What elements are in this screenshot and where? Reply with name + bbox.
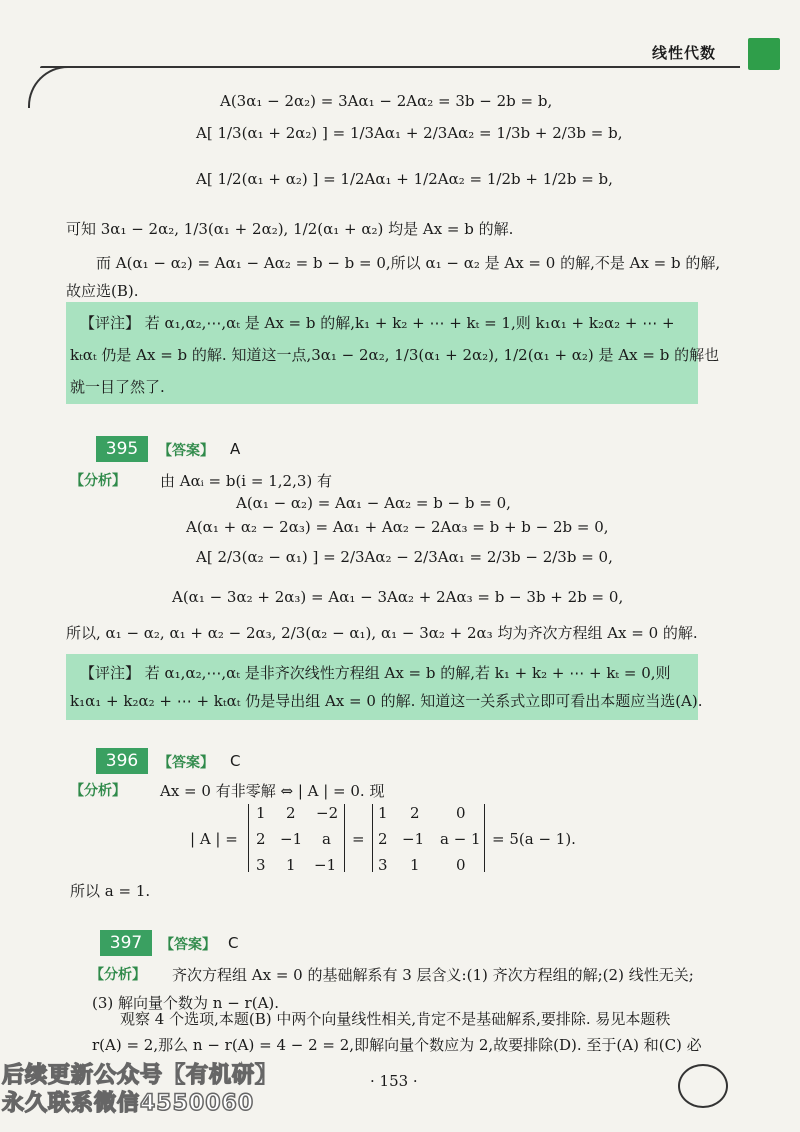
equation: A[ 2/3(α₂ − α₁) ] = 2/3Aα₂ − 2/3Aα₁ = 2/3b − 2/3b = 0,	[196, 548, 613, 566]
paragraph-line: 齐次方程组 Ax = 0 的基础解系有 3 层含义:(1) 齐次方程组的解;(2) 线性无关;	[172, 966, 694, 984]
paragraph-line: 由 Aαᵢ = b(i = 1,2,3) 有	[160, 472, 332, 490]
header-rule-curve	[28, 66, 70, 108]
commentary-box	[66, 654, 703, 720]
commentary-line: kₜαₜ 仍是 Ax = b 的解. 知道这一点,3α₁ − 2α₂, 1/3(α₁ + 2α₂), 1/2(α₁ + α₂) 是 Ax = b 的解也	[70, 346, 720, 364]
commentary-line: k₁α₁ + k₂α₂ + ⋯ + kₜαₜ 仍是导出组 Ax = 0 的解. 知道这一关系式立即可看出本题应当选(A).	[70, 692, 703, 710]
analysis-label: 【分析】	[70, 473, 126, 489]
matrix-cell: 3	[256, 856, 266, 874]
chapter-tab	[748, 38, 780, 70]
matrix-cell: 2	[378, 830, 388, 848]
paragraph-line: 故应选(B).	[66, 282, 139, 300]
equals-sign: =	[352, 830, 365, 848]
header-rule	[40, 66, 740, 68]
answer-label: 【答案】	[160, 937, 216, 953]
determinant-bar	[484, 804, 485, 872]
problem-number: 395	[96, 436, 148, 462]
watermark-line: 永久联系微信4550060	[2, 1091, 255, 1116]
determinant-bar	[372, 804, 373, 872]
matrix-cell: 1	[410, 856, 420, 874]
answer-label: 【答案】	[158, 755, 214, 771]
paragraph-line: 可知 3α₁ − 2α₂, 1/3(α₁ + 2α₂), 1/2(α₁ + α₂) 均是 Ax = b 的解.	[66, 220, 514, 238]
mascot-doodle-icon	[678, 1064, 728, 1108]
commentary-box	[66, 302, 720, 404]
matrix-cell: a	[322, 830, 331, 848]
matrix-cell: −1	[314, 856, 337, 874]
answer-value: C	[228, 934, 239, 952]
equation: A[ 1/2(α₁ + α₂) ] = 1/2Aα₁ + 1/2Aα₂ = 1/2b + 1/2b = b,	[196, 170, 613, 188]
equation: A(α₁ + α₂ − 2α₃) = Aα₁ + Aα₂ − 2Aα₃ = b + b − 2b = 0,	[186, 518, 609, 536]
matrix-cell: 0	[456, 856, 466, 874]
matrix-cell: −2	[316, 804, 339, 822]
analysis-label: 【分析】	[90, 967, 146, 983]
header-title: 线性代数	[652, 44, 717, 62]
determinant-result: = 5(a − 1).	[492, 830, 576, 848]
problem-number: 396	[96, 748, 148, 774]
matrix-cell: −1	[280, 830, 303, 848]
paragraph-line: 所以 a = 1.	[70, 882, 151, 900]
determinant-bar	[248, 804, 249, 872]
paragraph-line: r(A) = 2,那么 n − r(A) = 4 − 2 = 2,即解向量个数应为 2,故要排除(D). 至于(A) 和(C) 必	[92, 1036, 702, 1054]
page-number: · 153 ·	[370, 1072, 418, 1090]
analysis-label: 【分析】	[70, 783, 126, 799]
determinant-bar	[344, 804, 345, 872]
watermark-line: 后续更新公众号【有机研】	[2, 1063, 279, 1088]
paragraph-line: 所以, α₁ − α₂, α₁ + α₂ − 2α₃, 2/3(α₂ − α₁), α₁ − 3α₂ + 2α₃ 均为齐次方程组 Ax = 0 的解.	[66, 624, 698, 642]
paragraph-line: 观察 4 个选项,本题(B) 中两个向量线性相关,肯定不是基础解系,要排除. 易见本题秩	[120, 1010, 671, 1028]
commentary-line: 【评注】 若 α₁,α₂,⋯,αₜ 是非齐次线性方程组 Ax = b 的解,若 k₁ + k₂ + ⋯ + kₜ = 0,则	[80, 664, 671, 682]
equation: A(3α₁ − 2α₂) = 3Aα₁ − 2Aα₂ = 3b − 2b = b,	[220, 92, 553, 110]
answer-label: 【答案】	[158, 443, 214, 459]
matrix-cell: −1	[402, 830, 425, 848]
paragraph-line: 而 A(α₁ − α₂) = Aα₁ − Aα₂ = b − b = 0,所以 α₁ − α₂ 是 Ax = 0 的解,不是 Ax = b 的解,	[96, 254, 721, 272]
paragraph-line: (3) 解向量个数为 n − r(A).	[92, 994, 280, 1012]
matrix-cell: a − 1	[440, 830, 481, 848]
equation: A(α₁ − 3α₂ + 2α₃) = Aα₁ − 3Aα₂ + 2Aα₃ = b − 3b + 2b = 0,	[172, 588, 624, 606]
matrix-cell: 1	[256, 804, 266, 822]
equation: A[ 1/3(α₁ + 2α₂) ] = 1/3Aα₁ + 2/3Aα₂ = 1/3b + 2/3b = b,	[196, 124, 623, 142]
problem-number: 397	[100, 930, 152, 956]
answer-value: C	[230, 752, 241, 770]
equation: A(α₁ − α₂) = Aα₁ − Aα₂ = b − b = 0,	[236, 494, 511, 512]
matrix-cell: 1	[286, 856, 296, 874]
determinant-label: | A | =	[190, 830, 238, 848]
answer-value: A	[230, 440, 241, 458]
matrix-cell: 2	[286, 804, 296, 822]
matrix-cell: 0	[456, 804, 466, 822]
matrix-cell: 2	[256, 830, 266, 848]
commentary-line: 就一目了然了.	[70, 378, 165, 396]
matrix-cell: 3	[378, 856, 388, 874]
matrix-cell: 1	[378, 804, 388, 822]
commentary-line: 【评注】 若 α₁,α₂,⋯,αₜ 是 Ax = b 的解,k₁ + k₂ + ⋯ + kₜ = 1,则 k₁α₁ + k₂α₂ + ⋯ +	[80, 314, 675, 332]
paragraph-line: Ax = 0 有非零解 ⇔ | A | = 0. 现	[160, 782, 385, 800]
matrix-cell: 2	[410, 804, 420, 822]
